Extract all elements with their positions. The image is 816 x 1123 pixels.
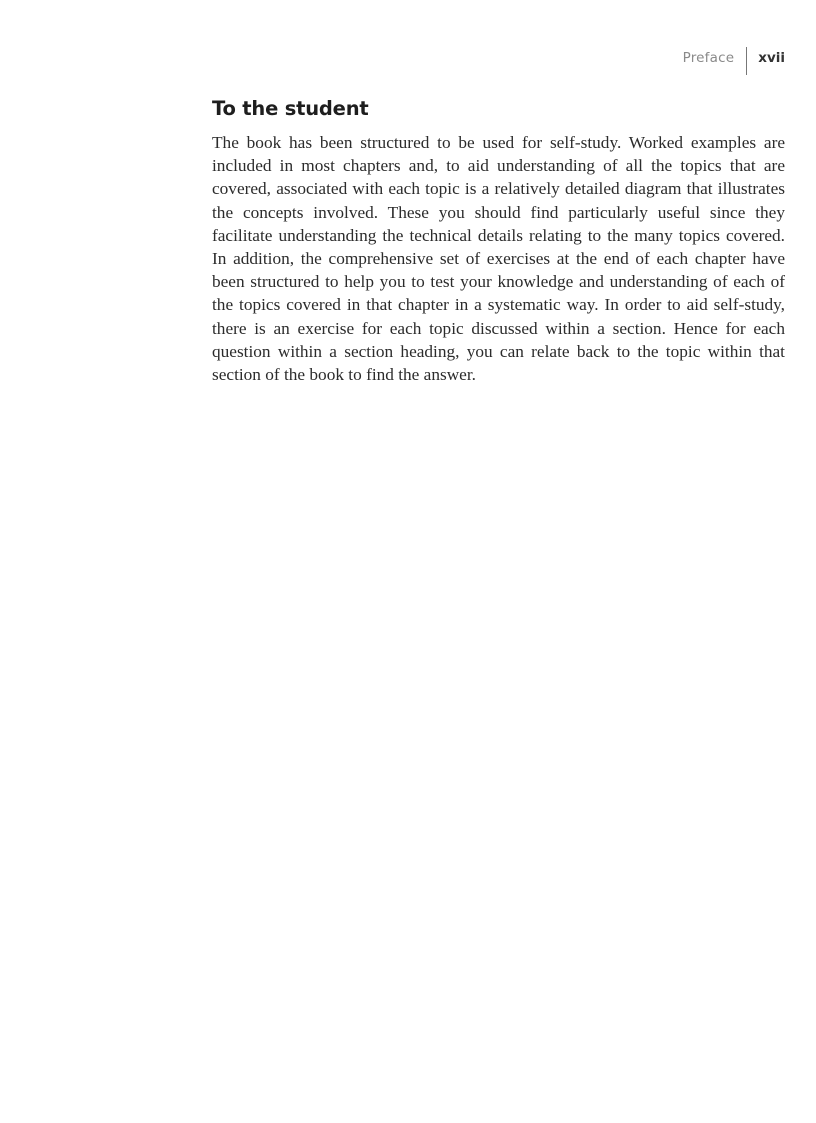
running-head-section: Preface (682, 50, 735, 66)
page-number: xvii (758, 50, 785, 66)
running-head (683, 47, 785, 75)
section-heading: To the student (212, 97, 369, 120)
body-paragraph: The book has been structured to be used for self-study. Worked examples are included in most chapters and, to aid understanding of all the topics that are covered, associated with each topic is a relatively detailed diagram that illustrates the concepts involved. These you should find particularly useful since they facilitate understanding the technical details relating to the many topics covered. In addition, the comprehensive set of exercises at the end of each chapter have been structured to help you to test your knowledge and understanding of each of the topics covered in that chapter in a systematic way. In order to aid self-study, there is an exercise for each topic discussed within a section. Hence for each question within a section heading, you can relate back to the topic within that section of the book to find the answer. (212, 133, 785, 385)
running-head-divider (746, 47, 747, 75)
